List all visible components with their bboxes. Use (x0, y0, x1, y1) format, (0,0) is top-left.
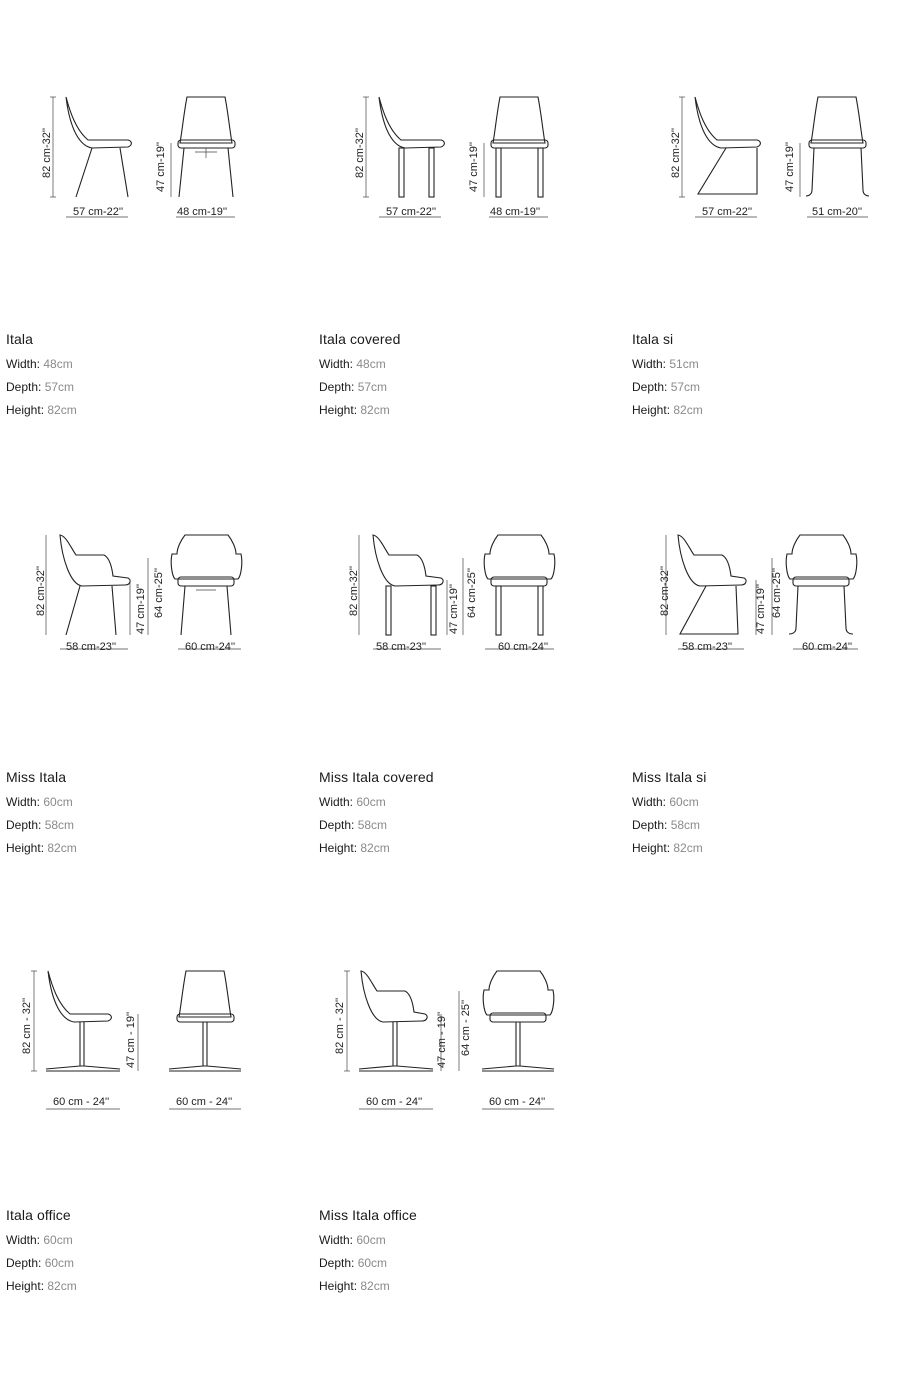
product-card-miss-itala-si (626, 438, 903, 876)
chair-diagram-miss-itala-covered (313, 438, 613, 738)
chair-diagram-itala-si (626, 0, 903, 300)
product-title: Miss Itala si (632, 769, 707, 785)
product-card-itala-covered (313, 0, 613, 438)
front-width-label: 48 cm-19'' (490, 206, 541, 218)
spec-width: Width: 60cm (6, 1233, 73, 1247)
dimension-drawing (0, 0, 300, 300)
side-height-label: 82 cm-32'' (659, 565, 671, 616)
product-title: Itala si (632, 331, 674, 347)
spec-height: Height: 82cm (319, 841, 390, 855)
side-height-label: 82 cm-32'' (35, 565, 47, 616)
spec-height: Height: 82cm (6, 1279, 77, 1293)
front-width-label: 48 cm-19'' (177, 206, 228, 218)
product-title: Miss Itala (6, 769, 67, 785)
product-card-itala (0, 0, 300, 438)
front-width-label: 60 cm-24'' (498, 641, 549, 653)
side-height-label: 82 cm-32'' (348, 565, 360, 616)
spec-depth: Depth: 57cm (6, 380, 75, 394)
product-title: Itala covered (319, 331, 401, 347)
spec-width: Width: 60cm (319, 795, 386, 809)
spec-depth: Depth: 57cm (632, 380, 701, 394)
dimension-drawing (626, 0, 903, 300)
side-height-label: 82 cm-32'' (354, 127, 366, 178)
spec-depth: Depth: 58cm (632, 818, 701, 832)
spec-height: Height: 82cm (319, 1279, 390, 1293)
side-width-label: 58 cm-23'' (682, 641, 733, 653)
spec-depth: Depth: 57cm (319, 380, 388, 394)
spec-width: Width: 48cm (6, 357, 73, 371)
chair-diagram-itala (0, 0, 300, 300)
spec-width: Width: 60cm (6, 795, 73, 809)
side-width-label: 57 cm-22'' (702, 206, 753, 218)
spec-width: Width: 60cm (319, 1233, 386, 1247)
side-width-label: 60 cm - 24'' (366, 1096, 423, 1108)
side-width-label: 57 cm-22'' (73, 206, 124, 218)
product-title: Miss Itala office (319, 1207, 417, 1223)
chair-diagram-itala-office (0, 876, 300, 1176)
front-height-label: 47 cm-19'' (784, 141, 796, 192)
chair-diagram-miss-itala-si (626, 438, 903, 738)
side-width-label: 58 cm-23'' (66, 641, 117, 653)
product-card-itala-si (626, 0, 903, 438)
front-height-label: 47 cm-19'' (468, 141, 480, 192)
product-card-miss-itala-covered (313, 438, 613, 876)
spec-height: Height: 82cm (632, 841, 703, 855)
dimension-drawing (313, 0, 613, 300)
spec-height: Height: 82cm (319, 403, 390, 417)
side-height-label: 82 cm-32'' (670, 127, 682, 178)
spec-depth: Depth: 58cm (6, 818, 75, 832)
spec-height: Height: 82cm (6, 403, 77, 417)
dimension-drawing (313, 438, 613, 738)
chair-diagram-itala-covered (313, 0, 613, 300)
product-title: Miss Itala covered (319, 769, 434, 785)
side-height-label: 82 cm-32'' (41, 127, 53, 178)
spec-width: Width: 51cm (632, 357, 699, 371)
side-height-label: 82 cm - 32'' (21, 997, 33, 1054)
side-width-label: 60 cm - 24'' (53, 1096, 110, 1108)
dimension-drawing (0, 876, 300, 1176)
dimension-drawing (626, 438, 903, 738)
front-height-label: 47 cm-19'' (155, 141, 167, 192)
front-height-2-label: 64 cm-25'' (153, 567, 165, 618)
front-height-label: 47 cm - 19'' (125, 1011, 137, 1068)
product-title: Itala (6, 331, 33, 347)
side-width-label: 57 cm-22'' (386, 206, 437, 218)
front-width-label: 60 cm - 24'' (176, 1096, 233, 1108)
front-width-label: 60 cm - 24'' (489, 1096, 546, 1108)
dimension-drawing (0, 438, 300, 738)
front-height-2-label: 64 cm-25'' (466, 567, 478, 618)
product-title: Itala office (6, 1207, 71, 1223)
front-height-label: 47 cm - 19'' (436, 1011, 448, 1068)
spec-height: Height: 82cm (6, 841, 77, 855)
spec-depth: Depth: 58cm (319, 818, 388, 832)
front-height-2-label: 64 cm-25'' (771, 567, 783, 618)
front-width-label: 60 cm-24'' (802, 641, 853, 653)
chair-diagram-miss-itala-office (313, 876, 613, 1176)
spec-depth: Depth: 60cm (319, 1256, 388, 1270)
spec-width: Width: 60cm (632, 795, 699, 809)
chair-diagram-miss-itala (0, 438, 300, 738)
front-height-label: 47 cm-19'' (755, 583, 767, 634)
front-width-label: 60 cm-24'' (185, 641, 236, 653)
spec-height: Height: 82cm (632, 403, 703, 417)
front-height-label: 47 cm-19'' (135, 583, 147, 634)
front-width-label: 51 cm-20'' (812, 206, 863, 218)
front-height-2-label: 64 cm - 25'' (460, 999, 472, 1056)
product-card-miss-itala (0, 438, 300, 876)
product-card-miss-itala-office (313, 876, 613, 1314)
spec-width: Width: 48cm (319, 357, 386, 371)
front-height-label: 47 cm-19'' (448, 583, 460, 634)
side-height-label: 82 cm - 32'' (334, 997, 346, 1054)
spec-depth: Depth: 60cm (6, 1256, 75, 1270)
product-card-itala-office (0, 876, 300, 1314)
side-width-label: 58 cm-23'' (376, 641, 427, 653)
dimension-drawing (313, 876, 613, 1176)
